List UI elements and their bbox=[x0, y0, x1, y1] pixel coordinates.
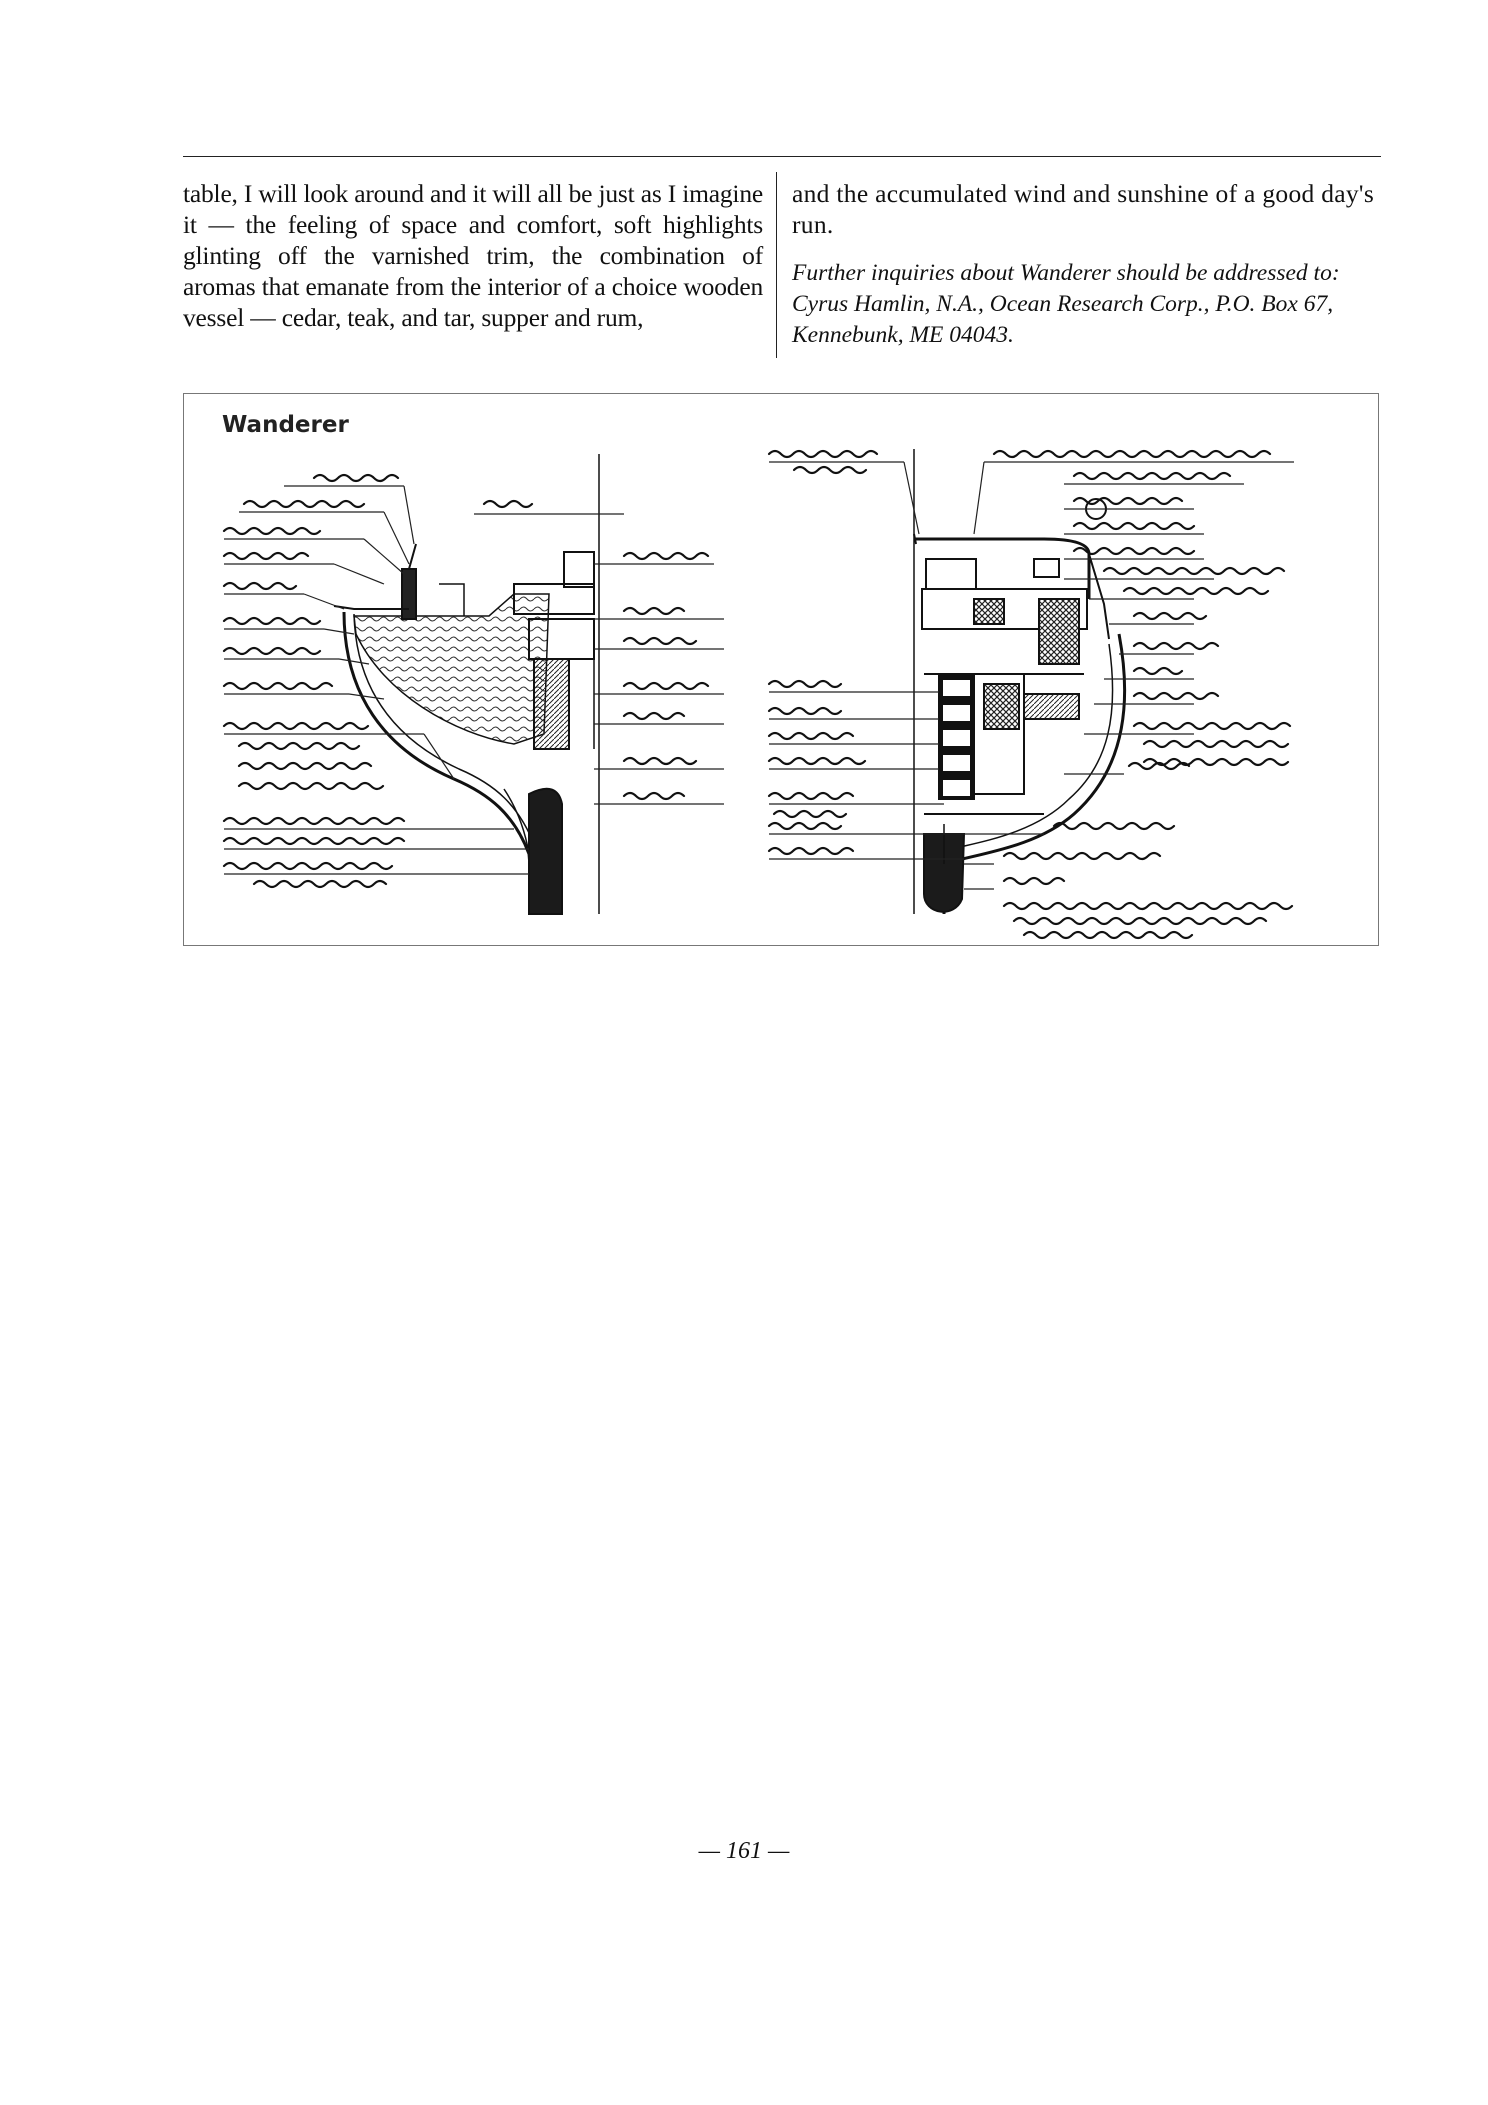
inquiry-note: Further inquiries about Wanderer should be addressed to: Cyrus Hamlin, N.A., Ocean Research Corp., P.O. Box 67, Kennebunk, ME 04043. bbox=[792, 260, 1340, 348]
cabin-section-drawing bbox=[914, 449, 1125, 914]
right-text-column bbox=[792, 178, 1382, 351]
left-column-paragraph: table, I will look around and it will all be just as I imagine it — the feeling of space and comfort, soft highlights glinting off the varnished trim, the combination of aromas that emanate from the interior of a choice wooden vessel — cedar, teak, and tar, supper and rum, bbox=[183, 179, 763, 332]
page-number: — 161 — bbox=[698, 1838, 790, 1864]
column-divider bbox=[776, 172, 777, 358]
section-drawing bbox=[184, 394, 1379, 946]
cockpit-section-drawing bbox=[334, 454, 599, 914]
left-text-column bbox=[183, 178, 763, 333]
wanderer-figure bbox=[183, 393, 1379, 946]
right-column-paragraph: and the accumulated wind and sunshine of a good day's run. bbox=[792, 179, 1375, 239]
figure-title: Wanderer bbox=[222, 412, 349, 438]
header-rule bbox=[183, 156, 1381, 157]
